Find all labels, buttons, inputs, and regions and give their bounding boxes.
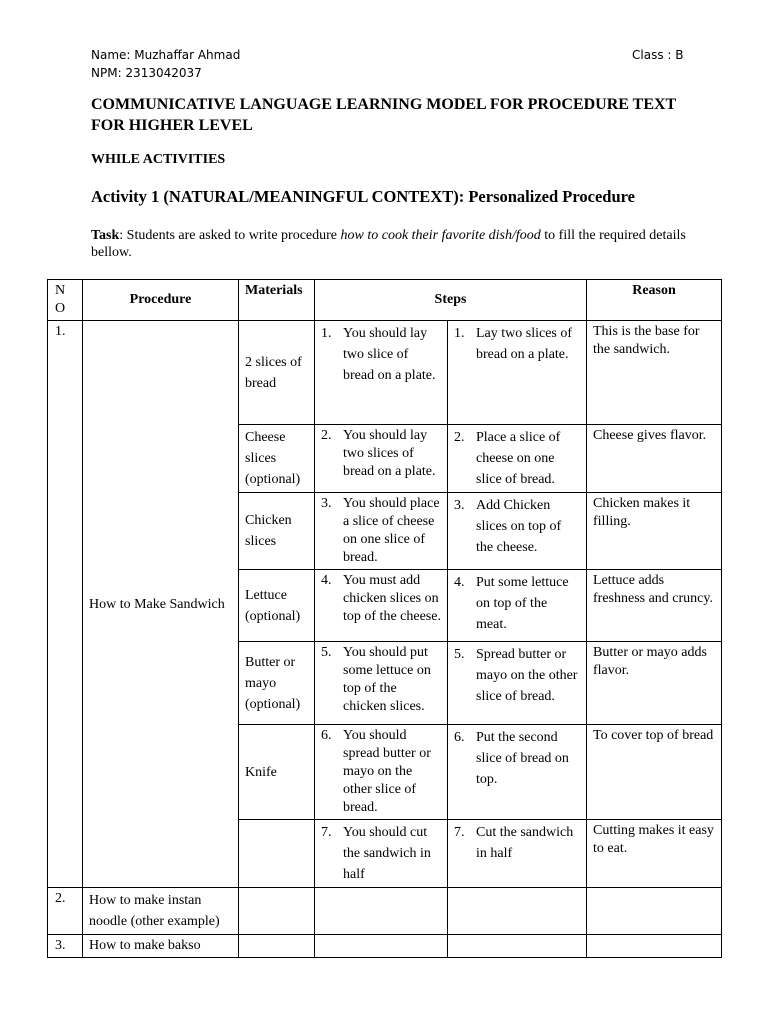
step-text: You should spread butter or mayo on the other slice of bread. xyxy=(343,728,431,815)
empty-cell xyxy=(587,888,722,935)
table-row xyxy=(48,888,722,935)
step-text: Place a slice of cheese on one slice of bread. xyxy=(476,430,561,487)
row-number: 3. xyxy=(48,935,83,958)
material-cell: 2 slices of bread xyxy=(239,321,315,425)
empty-cell xyxy=(448,888,587,935)
empty-cell xyxy=(239,935,315,958)
task-label: Task xyxy=(91,228,120,243)
step-number: 7. xyxy=(454,825,465,840)
header-reason: Reason xyxy=(587,280,722,321)
step-text: You should cut the sandwich in half xyxy=(343,825,431,882)
empty-cell xyxy=(587,935,722,958)
step-number: 4. xyxy=(321,573,332,588)
reason-cell: Cutting makes it easy to eat. xyxy=(587,820,722,888)
task-italic: how to cook their favorite dish/food xyxy=(340,228,541,243)
task-text-after: to fill the required details bellow. xyxy=(91,228,686,260)
step-cell xyxy=(315,493,448,570)
empty-cell xyxy=(315,888,448,935)
material-cell: Lettuce (optional) xyxy=(239,570,315,642)
material-cell: Butter or mayo (optional) xyxy=(239,642,315,725)
empty-cell xyxy=(315,935,448,958)
reason-cell: This is the base for the sandwich. xyxy=(587,321,722,425)
empty-cell xyxy=(239,888,315,935)
material-cell: Chicken slices xyxy=(239,493,315,570)
step-cell xyxy=(448,570,587,642)
step-cell xyxy=(315,570,448,642)
reason-cell: Chicken makes it filling. xyxy=(587,493,722,570)
step-cell xyxy=(315,425,448,493)
procedure-name: How to make instan noodle (other example) xyxy=(83,888,239,935)
step-number: 7. xyxy=(321,825,332,840)
reason-cell: To cover top of bread xyxy=(587,725,722,820)
header-steps: Steps xyxy=(315,280,587,321)
step-number: 6. xyxy=(321,728,332,743)
step-number: 3. xyxy=(321,496,332,511)
procedure-table xyxy=(47,279,722,958)
step-number: 2. xyxy=(454,430,465,445)
step-number: 6. xyxy=(454,730,465,745)
student-npm: NPM: 2313042037 xyxy=(91,66,202,80)
step-text: Put the second slice of bread on top. xyxy=(476,730,569,787)
step-cell xyxy=(448,321,587,425)
activity-heading: Activity 1 (NATURAL/MEANINGFUL CONTEXT): Personalized Procedure xyxy=(91,187,635,206)
material-cell: Knife xyxy=(239,725,315,820)
step-cell xyxy=(448,820,587,888)
empty-cell xyxy=(448,935,587,958)
header-no: N O xyxy=(48,280,83,321)
step-text: You should put some lettuce on top of the chicken slices. xyxy=(343,645,431,714)
procedure-name: How to make bakso xyxy=(83,935,239,958)
step-cell xyxy=(448,425,587,493)
header-materials: Materials xyxy=(239,280,315,321)
step-text: Spread butter or mayo on the other slice of bread. xyxy=(476,647,578,704)
section-subtitle: WHILE ACTIVITIES xyxy=(91,152,226,167)
step-cell xyxy=(315,725,448,820)
procedure-name: How to Make Sandwich xyxy=(83,321,239,888)
material-cell xyxy=(239,820,315,888)
step-text: Cut the sandwich in half xyxy=(476,825,574,861)
reason-cell: Cheese gives flavor. xyxy=(587,425,722,493)
step-cell xyxy=(448,493,587,570)
step-number: 3. xyxy=(454,498,465,513)
reason-cell: Butter or mayo adds flavor. xyxy=(587,642,722,725)
step-number: 1. xyxy=(321,326,332,341)
table-row xyxy=(48,935,722,958)
task-text-before: : Students are asked to write procedure xyxy=(119,228,341,243)
step-number: 4. xyxy=(454,575,465,590)
step-text: You should lay two slices of bread on a plate. xyxy=(343,428,436,479)
step-text: You should lay two slice of bread on a plate. xyxy=(343,326,436,383)
step-text: Put some lettuce on top of the meat. xyxy=(476,575,569,632)
header-procedure: Procedure xyxy=(83,280,239,321)
step-number: 5. xyxy=(321,645,332,660)
material-cell: Cheese slices (optional) xyxy=(239,425,315,493)
table-header-row xyxy=(48,280,722,321)
student-class: Class : B xyxy=(632,48,684,62)
reason-cell: Lettuce adds freshness and cruncy. xyxy=(587,570,722,642)
step-number: 1. xyxy=(454,326,465,341)
document-title: COMMUNICATIVE LANGUAGE LEARNING MODEL FOR PROCEDURE TEXT FOR HIGHER LEVEL xyxy=(91,96,676,134)
step-text: You should place a slice of cheese on one slice of bread. xyxy=(343,496,440,565)
step-cell xyxy=(315,321,448,425)
student-name: Name: Muzhaffar Ahmad xyxy=(91,48,241,62)
step-text: Add Chicken slices on top of the cheese. xyxy=(476,498,562,555)
table-row xyxy=(48,321,722,425)
row-number: 1. xyxy=(48,321,83,888)
step-cell xyxy=(315,642,448,725)
step-text: You must add chicken slices on top of the cheese. xyxy=(343,573,441,624)
step-number: 5. xyxy=(454,647,465,662)
step-cell xyxy=(448,642,587,725)
task-paragraph xyxy=(91,227,691,261)
step-text: Lay two slices of bread on a plate. xyxy=(476,326,573,362)
step-cell xyxy=(448,725,587,820)
row-number: 2. xyxy=(48,888,83,935)
step-number: 2. xyxy=(321,428,332,443)
step-cell xyxy=(315,820,448,888)
